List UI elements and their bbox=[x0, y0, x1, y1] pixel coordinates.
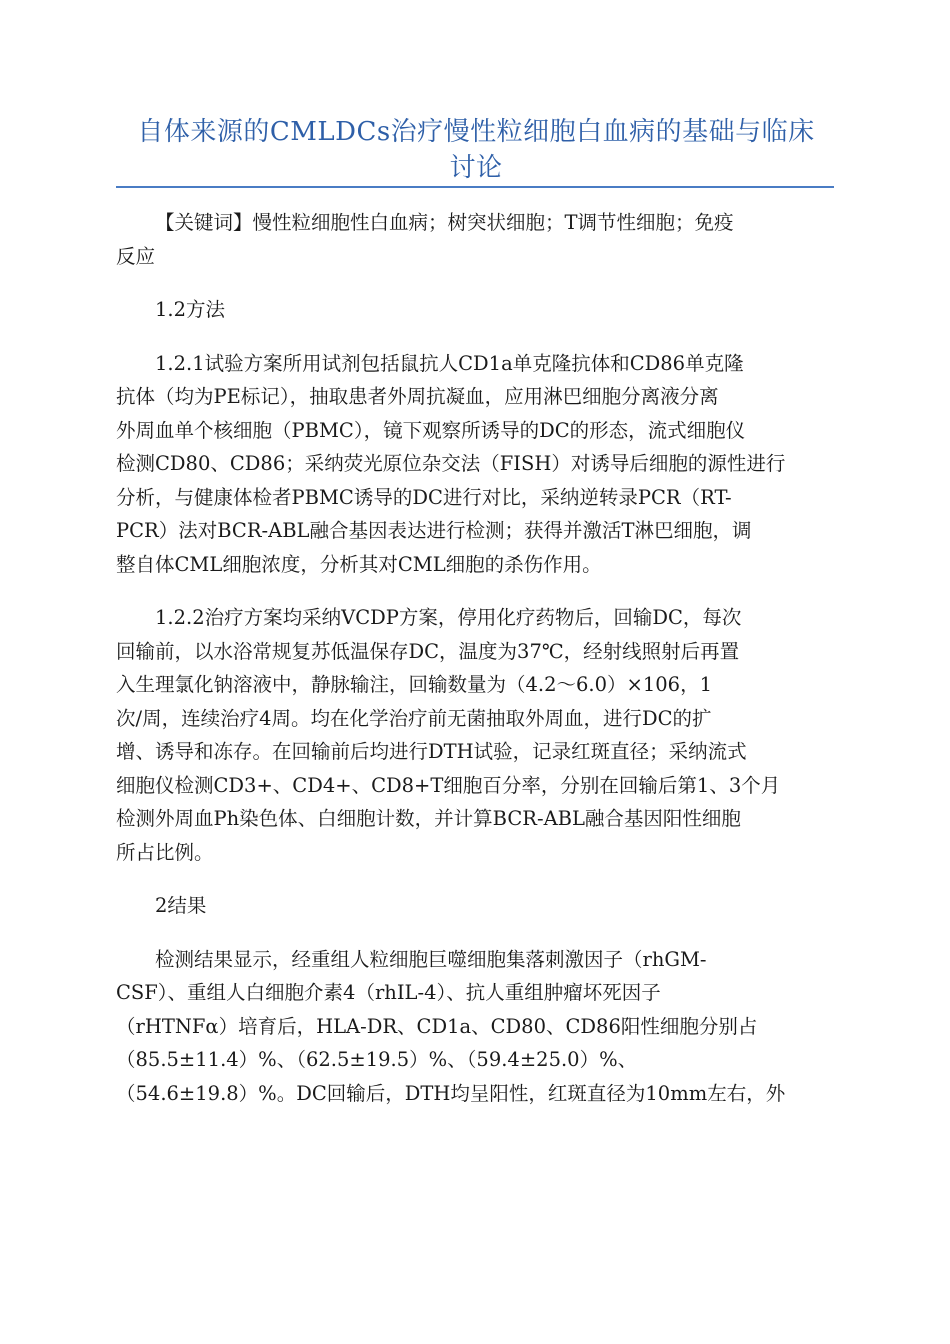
document-title bbox=[118, 114, 834, 186]
paragraph-line: 整自体CML细胞浓度，分析其对CML细胞的杀伤作用。 bbox=[116, 552, 602, 576]
paragraph-line: 所占比例。 bbox=[116, 840, 214, 864]
keywords-paragraph bbox=[116, 206, 834, 273]
paragraph-1-2-2 bbox=[116, 601, 834, 869]
paragraph-line: 抗体（均为PE标记），抽取患者外周抗凝血，应用淋巴细胞分离液分离 bbox=[116, 385, 719, 408]
paragraph-line: 检测结果显示，经重组人粒细胞巨噬细胞集落刺激因子（rhGM- bbox=[155, 947, 707, 971]
paragraph-line: 入生理氯化钠溶液中，静脉输注，回输数量为（4.2～6.0）×106，1 bbox=[116, 673, 712, 696]
paragraph-line: 回输前，以水浴常规复苏低温保存DC，温度为37℃，经射线照射后再置 bbox=[116, 639, 740, 663]
title-line-2: 讨论 bbox=[449, 153, 503, 183]
section-heading-result-text: 2结果 bbox=[155, 894, 207, 917]
paragraph-line: 分析，与健康体检者PBMC诱导的DC进行对比，采纳逆转录PCR（RT- bbox=[116, 485, 732, 509]
paragraph-line: （85.5±11.4）%、（62.5±19.5）%、（59.4±25.0）%、 bbox=[116, 1048, 638, 1071]
paragraph-1-2-1 bbox=[116, 347, 834, 582]
keywords-line-1: 【关键词】慢性粒细胞性白血病；树突状细胞；T调节性细胞；免疫 bbox=[155, 211, 734, 234]
paragraph-line: 增、诱导和冻存。在回输前后均进行DTH试验，记录红斑直径；采纳流式 bbox=[116, 740, 747, 763]
section-heading-method bbox=[116, 293, 834, 327]
paragraph-result bbox=[116, 943, 834, 1111]
paragraph-line: 1.2.2治疗方案均采纳VCDP方案，停用化疗药物后，回输DC，每次 bbox=[155, 606, 742, 629]
paragraph-line: （54.6±19.8）%。DC回输后，DTH均呈阳性，红斑直径为10mm左右，外 bbox=[116, 1081, 786, 1105]
paragraph-line: 外周血单个核细胞（PBMC），镜下观察所诱导的DC的形态，流式细胞仪 bbox=[116, 418, 746, 442]
paragraph-line: 1.2.1试验方案所用试剂包括鼠抗人CD1a单克隆抗体和CD86单克隆 bbox=[155, 351, 744, 375]
paragraph-line: PCR）法对BCR-ABL融合基因表达进行检测；获得并激活T淋巴细胞，调 bbox=[116, 519, 752, 542]
title-line-1: 自体来源的CMLDCs治疗慢性粒细胞白血病的基础与临床 bbox=[137, 117, 815, 147]
document-body bbox=[116, 206, 834, 1110]
paragraph-line: 检测外周血Ph染色体、白细胞计数，并计算BCR-ABL融合基因阳性细胞 bbox=[116, 807, 741, 830]
paragraph-line: （rHTNFα）培育后，HLA-DR、CD1a、CD80、CD86阳性细胞分别占 bbox=[116, 1014, 758, 1038]
title-underline bbox=[116, 186, 834, 188]
section-heading-result bbox=[116, 889, 834, 923]
paragraph-line: 细胞仪检测CD3+、CD4+、CD8+T细胞百分率，分别在回输后第1、3个月 bbox=[116, 773, 781, 797]
paragraph-line: 次/周，连续治疗4周。均在化学治疗前无菌抽取外周血，进行DC的扩 bbox=[116, 706, 712, 730]
section-heading-method-text: 1.2方法 bbox=[155, 298, 226, 321]
paragraph-line: CSF）、重组人白细胞介素4（rhIL-4）、抗人重组肿瘤坏死因子 bbox=[116, 981, 661, 1004]
keywords-line-2: 反应 bbox=[116, 244, 156, 268]
paragraph-line: 检测CD80、CD86；采纳荧光原位杂交法（FISH）对诱导后细胞的源性进行 bbox=[116, 452, 786, 475]
